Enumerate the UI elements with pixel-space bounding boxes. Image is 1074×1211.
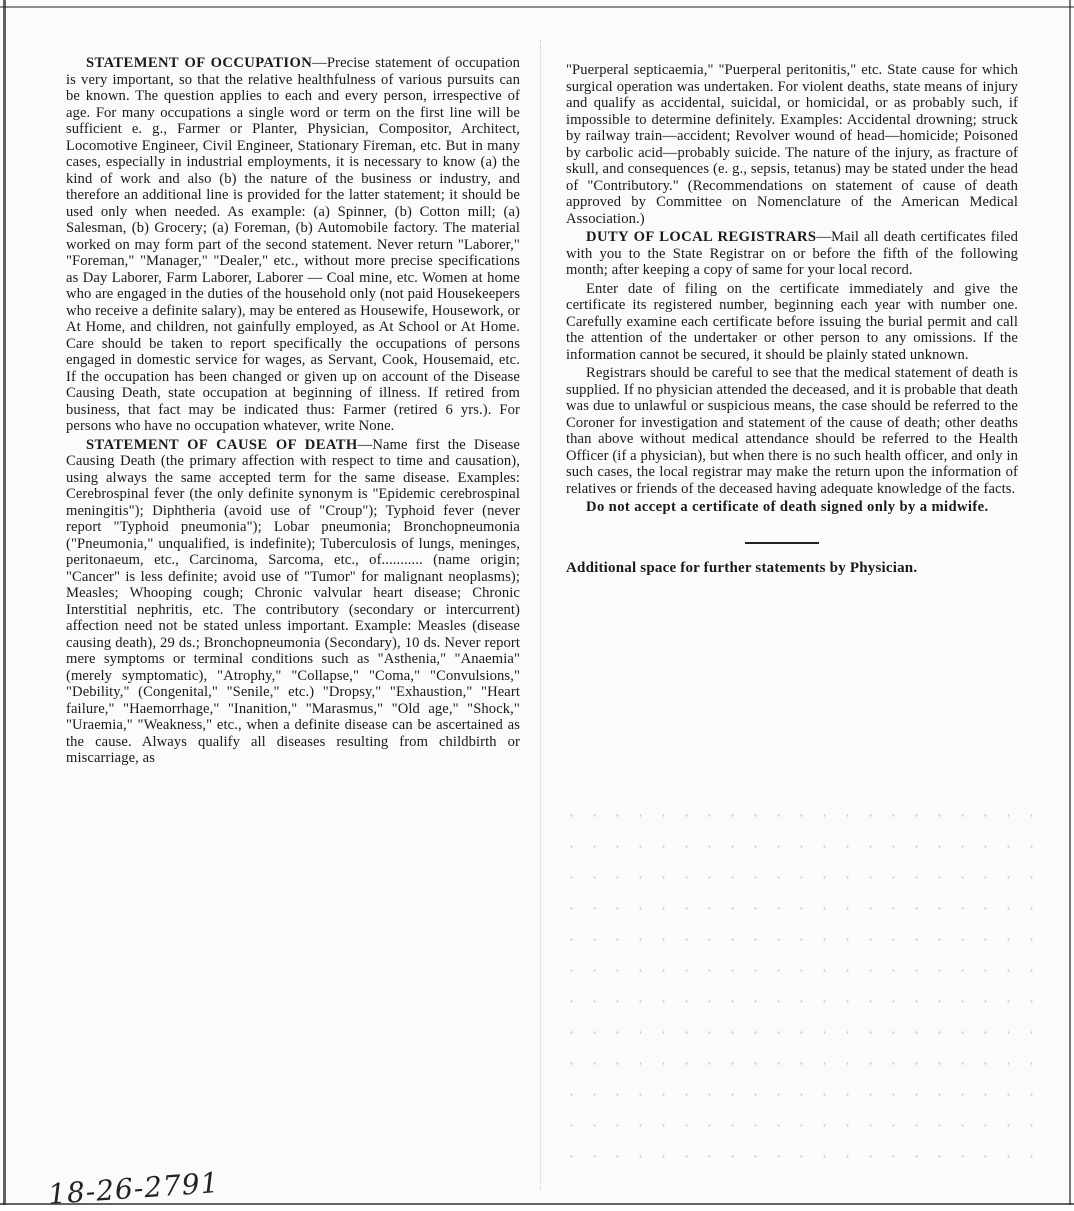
cause-continuation-paragraph [566,62,1018,227]
midwife-paragraph [566,499,1018,516]
occupation-text: —Precise statement of occupation is very important, so that the relative healthfulness of various pursuits can be known. The question applies to each and every person, irrespective of age. For many occupations a single word or term on the first line will be sufficient e. g., Farmer or Planter, Physician, Compositor, Architect, Locomotive Engineer, Civil Engineer, Stationary Fireman, etc. But in many cases, especially in industrial employments, it is necessary to know (a) the kind of work and also (b) the nature of the business or industry, and therefore an additional line is provided for the latter statement; it should be used only when needed. As example: (a) Spinner, (b) Cotton mill; (a) Salesman, (b) Grocery; (a) Foreman, (b) Automobile factory. The material worked on may form part of the second statement. Never return "Laborer," "Foreman," "Manager," "Dealer," etc., without more precise specifications as Day Laborer, Farm Laborer, Laborer — Coal mine, etc. Women at home who are engaged in the duties of the household only (not paid Housekeepers who receive a definite salary), may be entered as Housewife, Housework, or At Home, and children, not gainfully employed, as At School or At Home. Care should be taken to report specifically the occupations of persons engaged in domestic service for wages, as Servant, Cook, Housemaid, etc. If the occupation has been changed or given up on account of the Disease Causing Death, state occupation at beginning of illness. If retired from business, that fact may be indicated thus: Farmer (retired 6 yrs.). For persons who have no occupation whatever, write None. [66,55,520,434]
left-column [66,55,520,767]
top-border-line [0,6,1074,8]
scan-speckle-texture [560,800,1040,1160]
filing-paragraph [566,281,1018,364]
filing-text: Enter date of filing on the certificate immediately and give the certificate its registered number, beginning each year with number one. Carefully examine each certificate before issuing the burial permit and call the attention of the undertaker or other person to any omissions. If the information cannot be secured, it should be plainly stated unknown. [566,280,1018,363]
cause-of-death-paragraph [66,437,520,767]
midwife-text: Do not accept a certificate of death signed only by a midwife. [586,499,989,515]
registrars-paragraph [566,229,1018,279]
left-border-line [3,0,6,1205]
occupation-heading: STATEMENT OF OCCUPATION [86,55,313,71]
right-column [566,62,1018,576]
registrars-text: —Mail all death certificates filed with you to the State Registrar on or before the fifth of the following month; after keeping a copy of same for your local record. [566,229,1018,278]
registrars-heading: DUTY OF LOCAL REGISTRARS [586,229,817,245]
cause-continuation-text: "Puerperal septicaemia," "Puerperal peritonitis," etc. State cause for which surgical operation was undertaken. For violent deaths, state means of injury and qualify as accidental, suicidal, or homicidal, or as probably such, if impossible to determine definitely. Examples: Accidental drowning; struck by railway train—accident; Revolver wound of head—homicide; Poisoned by carbolic acid—probably suicide. The nature of the injury, as fracture of skull, and consequences (e. g., sepsis, tetanus) may be stated under the head of "Contributory." (Recommendations on statement of cause of death approved by Committee on Nomenclature of the American Medical Association.) [566,62,1018,227]
occupation-paragraph [66,55,520,435]
cause-of-death-heading: STATEMENT OF CAUSE OF DEATH [86,436,358,453]
handwritten-note: 18-26-2791 [47,1166,221,1211]
cause-of-death-text: —Name first the Disease Causing Death (the primary affection with respect to time and causation), using always the same accepted term for the same disease. Examples: Cerebrospinal fever (the only definite synonym is "Epidemic cerebrospinal meningitis"); Diphtheria (avoid use of "Croup"); Typhoid fever (never report "Typhoid pneumonia"); Lobar pneumonia; Bronchopneumonia ("Pneumonia," unqualified, is indefinite); Tuberculosis of lungs, meninges, peritonaeum, etc., Carcinoma, Sarcoma, etc., of........... (name origin; "Cancer" is less definite; avoid use of "Tumor" for malignant neoplasms); Measles; Whooping cough; Chronic valvular heart disease; Chronic Interstitial nephritis, etc. The contributory (secondary or intercurrent) affection need not be stated unless important. Example: Measles (disease causing death), 29 ds.; Bronchopneumonia (Secondary), 10 ds. Never report mere symptoms or terminal conditions such as "Asthenia," "Anaemia" (merely symptomatic), "Atrophy," "Collapse," "Coma," "Convulsions," "Debility," (Congenital," "Senile," etc.) "Dropsy," "Exhaustion," "Heart failure," "Haemorrhage," "Inanition," "Marasmus," "Old age," "Shock," "Uraemia," "Weakness," etc., when a definite disease can be ascertained as the cause. Always qualify all diseases resulting from childbirth or miscarriage, as [66,436,520,766]
medical-statement-text: Registrars should be careful to see that the medical statement of death is supplied. If no physician attended the deceased, and it is probable that death was due to unlawful or suspicious means, the case should be referred to the Coroner for investigation and statement of the cause of death; other deaths than above without medical attendance should be referred to the Health Officer (if a physician), but when there is no such health officer, and only in such cases, the local registrar may make the return upon the information of relatives or friends of the deceased having adequate knowledge of the facts. [566,365,1018,497]
right-border-line [1069,0,1071,1205]
additional-space-label: Additional space for further statements by Physician. [566,559,918,576]
medical-statement-paragraph [566,365,1018,497]
column-divider [540,40,542,1190]
section-rule [745,542,819,544]
